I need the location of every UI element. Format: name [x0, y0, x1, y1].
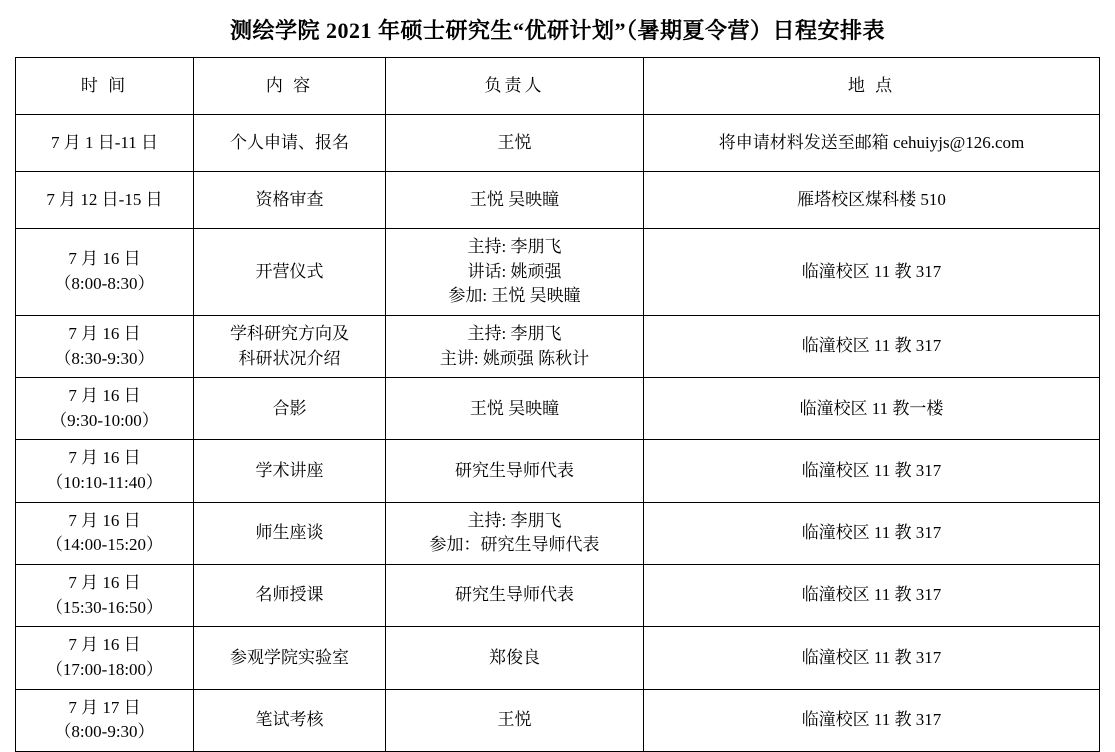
cell-line: （9:30-10:00） [50, 410, 159, 430]
cell-line: 研究生导师代表 [455, 585, 574, 605]
cell-place [644, 440, 1100, 502]
cell-content [194, 115, 386, 172]
cell-person [386, 172, 644, 229]
cell-place [644, 172, 1100, 229]
cell-line: 7 月 12 日-15 日 [46, 189, 163, 209]
cell-line: （14:00-15:20） [45, 535, 164, 555]
cell-line: 7 月 17 日 [68, 697, 141, 717]
cell-place [644, 229, 1100, 316]
cell-line: 临潼校区 11 教 317 [801, 261, 942, 281]
cell-person [386, 502, 644, 564]
cell-person [386, 115, 644, 172]
column-header-time: 时 间 [16, 58, 194, 115]
cell-content [194, 689, 386, 751]
cell-time [16, 502, 194, 564]
cell-place [644, 689, 1100, 751]
cell-line: 主讲: 姚顽强 陈秋计 [439, 348, 590, 368]
cell-line: 7 月 16 日 [68, 573, 141, 593]
cell-line: 临潼校区 11 教 317 [801, 460, 942, 480]
cell-line: 7 月 16 日 [68, 323, 141, 343]
cell-line: 临潼校区 11 教一楼 [799, 398, 944, 418]
table-row [16, 378, 1100, 440]
table-row [16, 565, 1100, 627]
table-row [16, 440, 1100, 502]
column-header-person: 负责人 [386, 58, 644, 115]
cell-person [386, 440, 644, 502]
cell-person [386, 565, 644, 627]
cell-line: 参观学院实验室 [230, 647, 349, 667]
cell-line: 7 月 16 日 [68, 386, 141, 406]
cell-line: （17:00-18:00） [45, 659, 164, 679]
cell-line: 临潼校区 11 教 317 [801, 523, 942, 543]
cell-content [194, 229, 386, 316]
cell-line: 临潼校区 11 教 317 [801, 709, 942, 729]
table-row [16, 627, 1100, 689]
cell-line: 资格审查 [255, 189, 324, 209]
cell-line: 7 月 1 日-11 日 [50, 132, 159, 152]
cell-line: （8:30-9:30） [54, 348, 155, 368]
cell-line: 王悦 吴映瞳 [469, 398, 560, 418]
cell-line: 主持: 李朋飞 [467, 323, 562, 343]
cell-line: 7 月 16 日 [68, 510, 141, 530]
cell-line: 名师授课 [255, 585, 324, 605]
cell-line: 开营仪式 [255, 261, 324, 281]
cell-time [16, 440, 194, 502]
page-title: 测绘学院 2021 年硕士研究生“优研计划”（暑期夏令营）日程安排表 [229, 18, 885, 43]
table-row [16, 229, 1100, 316]
cell-person [386, 689, 644, 751]
cell-content [194, 172, 386, 229]
cell-person [386, 627, 644, 689]
cell-line: 学科研究方向及 [230, 323, 349, 343]
table-row [16, 502, 1100, 564]
cell-time [16, 115, 194, 172]
cell-place [644, 315, 1100, 377]
cell-time [16, 565, 194, 627]
schedule-table [15, 57, 1100, 752]
cell-line: 讲话: 姚顽强 [467, 261, 562, 281]
cell-line: 王悦 [497, 709, 532, 729]
cell-line: 科研状况介绍 [238, 348, 341, 368]
column-header-content: 内 容 [194, 58, 386, 115]
cell-line: 将申请材料发送至邮箱 cehuiyjs@126.com [718, 132, 1025, 152]
cell-line: 临潼校区 11 教 317 [801, 336, 942, 356]
table-row [16, 315, 1100, 377]
cell-line: 王悦 吴映瞳 [469, 189, 560, 209]
cell-time [16, 627, 194, 689]
cell-line: （8:00-8:30） [54, 273, 155, 293]
cell-line: 7 月 16 日 [68, 448, 141, 468]
cell-person [386, 229, 644, 316]
table-row [16, 115, 1100, 172]
cell-content [194, 440, 386, 502]
cell-line: 7 月 16 日 [68, 249, 141, 269]
cell-line: 个人申请、报名 [230, 132, 349, 152]
cell-line: （10:10-11:40） [46, 473, 163, 493]
cell-place [644, 565, 1100, 627]
cell-time [16, 315, 194, 377]
cell-line: 王悦 [497, 132, 532, 152]
cell-line: 研究生导师代表 [455, 460, 574, 480]
cell-line: 学术讲座 [255, 460, 324, 480]
cell-content [194, 378, 386, 440]
cell-time [16, 689, 194, 751]
cell-line: 主持: 李朋飞 [467, 237, 562, 256]
cell-content [194, 565, 386, 627]
cell-content [194, 502, 386, 564]
cell-line: 笔试考核 [255, 709, 324, 729]
cell-line: 师生座谈 [255, 523, 324, 543]
cell-content [194, 315, 386, 377]
cell-place [644, 115, 1100, 172]
cell-line: 主持: 李朋飞 [467, 510, 562, 530]
cell-line: 合影 [272, 398, 307, 418]
cell-line: 临潼校区 11 教 317 [801, 585, 942, 605]
column-header-place: 地 点 [644, 58, 1100, 115]
cell-line: 雁塔校区煤科楼 510 [797, 189, 946, 209]
cell-person [386, 378, 644, 440]
cell-line: （8:00-9:30） [54, 722, 155, 742]
cell-time [16, 378, 194, 440]
table-header-row [16, 58, 1100, 115]
cell-line: 7 月 16 日 [68, 635, 141, 655]
cell-place [644, 627, 1100, 689]
cell-line: 参加：研究生导师代表 [429, 535, 600, 555]
table-row [16, 172, 1100, 229]
cell-time [16, 172, 194, 229]
cell-place [644, 378, 1100, 440]
cell-line: 郑俊良 [489, 647, 540, 667]
cell-line: 参加: 王悦 吴映瞳 [448, 286, 581, 306]
cell-time [16, 229, 194, 316]
table-row [16, 689, 1100, 751]
cell-content [194, 627, 386, 689]
cell-line: （15:30-16:50） [45, 597, 164, 617]
cell-person [386, 315, 644, 377]
cell-line: 临潼校区 11 教 317 [801, 647, 942, 667]
cell-place [644, 502, 1100, 564]
